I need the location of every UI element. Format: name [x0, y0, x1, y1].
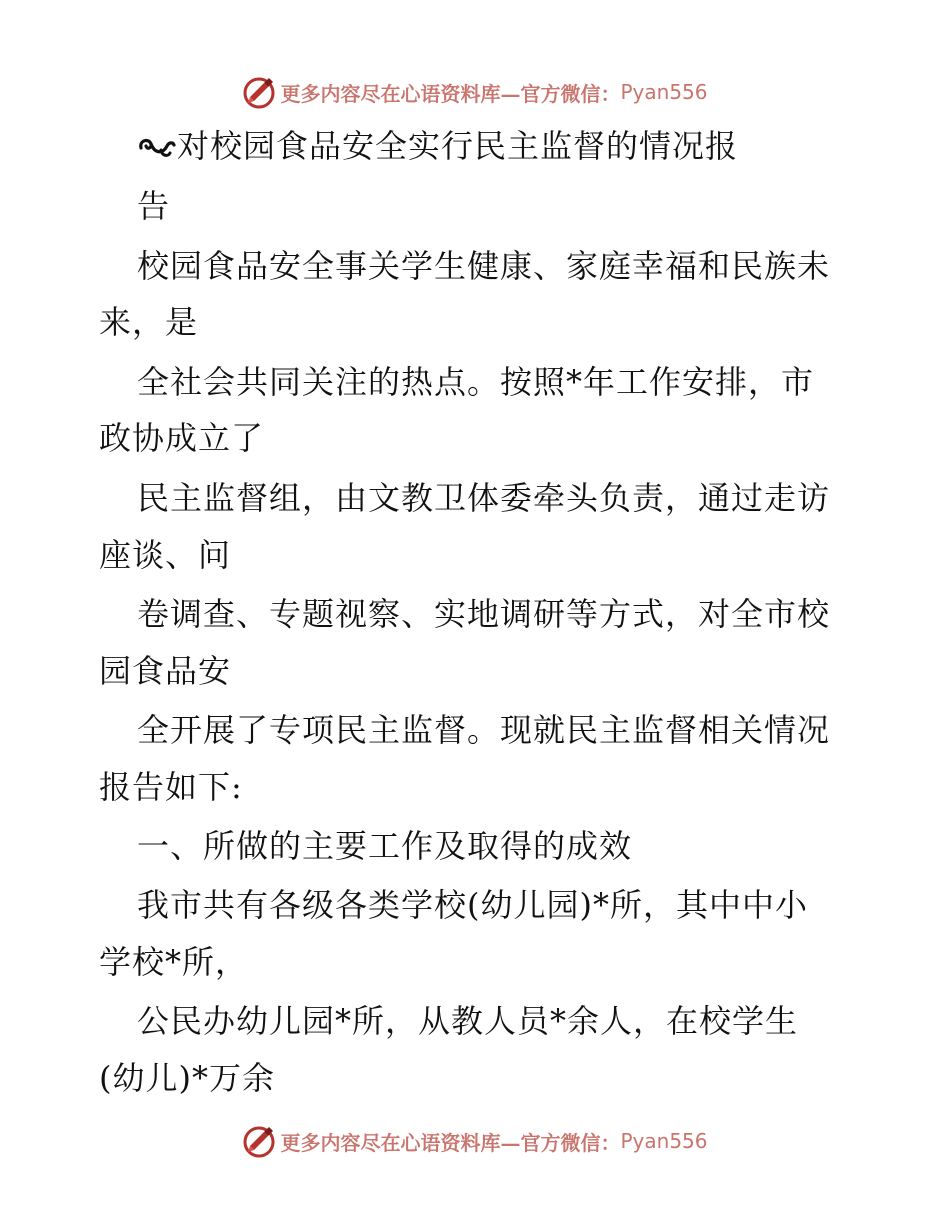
pen-logo-icon [242, 1124, 276, 1158]
body-line: 来，是 [99, 303, 199, 341]
header-wechat-id: Pyan556 [620, 80, 708, 104]
footer-banner-text: 更多内容尽在心语资料库—官方微信： [280, 1130, 621, 1155]
section-heading: 一、所做的主要工作及取得的成效 [137, 827, 633, 865]
body-line: 全社会共同关注的热点。按照*年工作安排，市 [137, 363, 815, 401]
body-line: 座谈、问 [99, 536, 232, 574]
body-line: 全开展了专项民主监督。现就民主监督相关情况 [137, 711, 831, 749]
body-line: 学校*所， [99, 943, 249, 981]
body-line: 民主监督组，由文教卫体委牵头负责，通过走访 [137, 479, 831, 517]
title-line-1: 对校园食品安全实行民主监督的情况报 [177, 127, 739, 165]
footer-banner [0, 1121, 950, 1161]
body-line: 我市共有各级各类学校(幼儿园)*所，其中中小 [137, 886, 808, 924]
pen-logo-icon [242, 75, 276, 109]
title-line-2: 告 [137, 187, 171, 225]
document-title [137, 126, 738, 166]
body-line: 校园食品安全事关学生健康、家庭幸福和民族未 [137, 247, 831, 285]
body-line: 报告如下: [99, 768, 243, 806]
body-line: 政协成立了 [99, 419, 265, 457]
body-line: 园食品安 [99, 652, 232, 690]
footer-wechat-id: Pyan556 [620, 1129, 708, 1153]
header-banner [0, 72, 950, 112]
body-line: 卷调查、专题视察、实地调研等方式，对全市校 [137, 595, 831, 633]
header-banner-text: 更多内容尽在心语资料库—官方微信： [280, 81, 621, 106]
body-line: (幼儿)*万余 [99, 1059, 275, 1097]
flourish-ornament-icon [137, 132, 177, 160]
body-line: 公民办幼儿园*所，从教人员*余人，在校学生 [137, 1002, 799, 1040]
